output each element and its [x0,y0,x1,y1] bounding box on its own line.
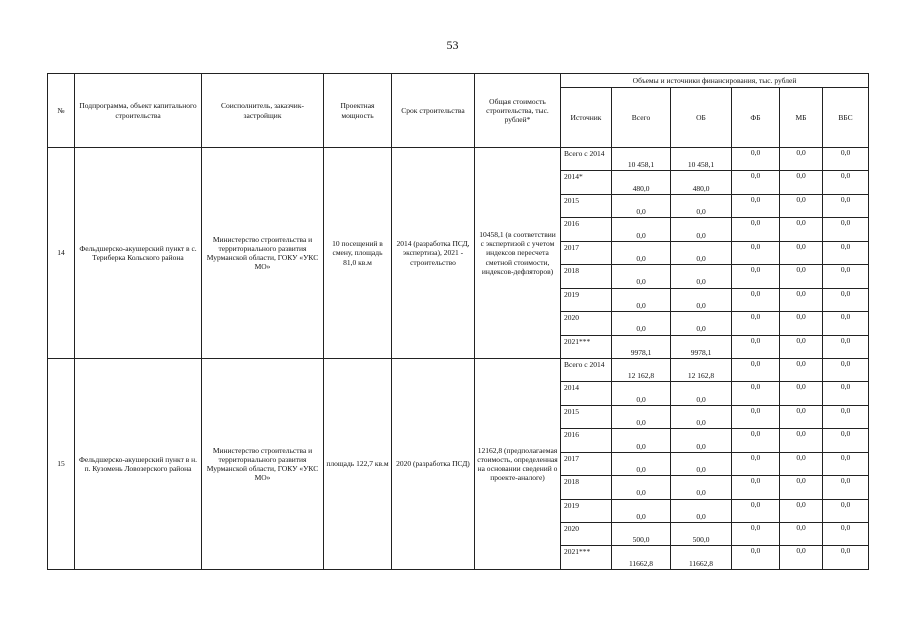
header-total-cost: Общая стоимость строительства, тыс. рублей* [475,74,561,148]
row-mb: 0,0 [780,499,823,522]
row-fb: 0,0 [732,218,780,241]
row-source: Всего с 2014 [561,148,612,171]
row-total: 0,0 [612,265,671,288]
row-fb: 0,0 [732,312,780,335]
header-coexecutor: Соисполнитель, заказчик-застройщик [202,74,324,148]
header-fb: ФБ [732,88,780,148]
row-vbs: 0,0 [823,241,869,264]
row-fb: 0,0 [732,382,780,405]
row-mb: 0,0 [780,335,823,358]
row-ob: 9978,1 [671,335,732,358]
row-ob: 0,0 [671,452,732,475]
row-fb: 0,0 [732,194,780,217]
object-coexecutor: Министерство строительства и территориального развития Мурманской области, ГОКУ «УКС МО» [202,148,324,359]
object-capacity: 10 посещений в смену, площадь 81,0 кв.м [324,148,392,359]
header-subprogram: Подпрограмма, объект капитального строительства [75,74,202,148]
header-source: Источник [561,88,612,148]
row-total: 0,0 [612,382,671,405]
row-source: 2020 [561,312,612,335]
row-source: 2019 [561,499,612,522]
row-vbs: 0,0 [823,499,869,522]
row-ob: 0,0 [671,218,732,241]
row-fb: 0,0 [732,335,780,358]
row-total: 480,0 [612,171,671,194]
row-mb: 0,0 [780,546,823,570]
row-ob: 11662,8 [671,546,732,570]
row-ob: 12 162,8 [671,358,732,381]
row-mb: 0,0 [780,194,823,217]
object-term: 2020 (разработка ПСД) [392,358,475,569]
row-vbs: 0,0 [823,335,869,358]
object-num: 15 [48,358,75,569]
object-total-cost: 10458,1 (в соответствии с экспертизой с учетом индексов пересчета сметной стоимости, индексов-дефляторов) [475,148,561,359]
row-ob: 0,0 [671,476,732,499]
row-vbs: 0,0 [823,405,869,428]
row-total: 0,0 [612,429,671,452]
header-total: Всего [612,88,671,148]
row-fb: 0,0 [732,288,780,311]
table-body [48,148,869,570]
row-total: 0,0 [612,452,671,475]
row-mb: 0,0 [780,288,823,311]
row-mb: 0,0 [780,265,823,288]
row-total: 500,0 [612,523,671,546]
row-ob: 0,0 [671,382,732,405]
row-source: 2021*** [561,335,612,358]
row-total: 12 162,8 [612,358,671,381]
table-row [48,148,869,171]
row-mb: 0,0 [780,476,823,499]
object-capacity: площадь 122,7 кв.м [324,358,392,569]
row-mb: 0,0 [780,429,823,452]
table-row [48,358,869,381]
row-total: 10 458,1 [612,148,671,171]
header-num: № [48,74,75,148]
row-fb: 0,0 [732,523,780,546]
row-total: 0,0 [612,194,671,217]
row-ob: 0,0 [671,241,732,264]
row-total: 11662,8 [612,546,671,570]
row-total: 0,0 [612,499,671,522]
row-total: 9978,1 [612,335,671,358]
row-vbs: 0,0 [823,523,869,546]
page-number: 53 [446,38,459,52]
header-ob: ОБ [671,88,732,148]
header-vbs: ВБС [823,88,869,148]
row-mb: 0,0 [780,523,823,546]
row-source: 2014* [561,171,612,194]
row-source: 2020 [561,523,612,546]
row-mb: 0,0 [780,405,823,428]
row-source: 2016 [561,218,612,241]
row-source: 2017 [561,452,612,475]
row-total: 0,0 [612,312,671,335]
row-vbs: 0,0 [823,476,869,499]
row-ob: 0,0 [671,265,732,288]
row-ob: 0,0 [671,429,732,452]
row-fb: 0,0 [732,241,780,264]
row-total: 0,0 [612,241,671,264]
row-fb: 0,0 [732,148,780,171]
row-fb: 0,0 [732,429,780,452]
row-vbs: 0,0 [823,546,869,570]
row-mb: 0,0 [780,148,823,171]
object-term: 2014 (разработка ПСД, экспертиза), 2021 - строительство [392,148,475,359]
row-fb: 0,0 [732,171,780,194]
header-financing-group: Объемы и источники финансирования, тыс. рублей [561,74,869,88]
row-ob: 480,0 [671,171,732,194]
row-fb: 0,0 [732,452,780,475]
row-mb: 0,0 [780,312,823,335]
row-total: 0,0 [612,476,671,499]
row-source: 2015 [561,194,612,217]
row-source: Всего с 2014 [561,358,612,381]
row-vbs: 0,0 [823,429,869,452]
financing-table [47,73,869,570]
row-mb: 0,0 [780,452,823,475]
header-term: Срок строительства [392,74,475,148]
row-mb: 0,0 [780,358,823,381]
row-ob: 0,0 [671,499,732,522]
row-vbs: 0,0 [823,452,869,475]
row-source: 2018 [561,265,612,288]
row-total: 0,0 [612,288,671,311]
row-ob: 0,0 [671,288,732,311]
row-ob: 10 458,1 [671,148,732,171]
row-fb: 0,0 [732,358,780,381]
header-mb: МБ [780,88,823,148]
row-mb: 0,0 [780,171,823,194]
row-ob: 500,0 [671,523,732,546]
row-vbs: 0,0 [823,382,869,405]
row-source: 2016 [561,429,612,452]
row-ob: 0,0 [671,312,732,335]
object-coexecutor: Министерство строительства и территориального развития Мурманской области, ГОКУ «УКС МО» [202,358,324,569]
row-mb: 0,0 [780,382,823,405]
object-name: Фельдшерско-акушерский пункт в н. п. Кузомень Ловозерского района [75,358,202,569]
row-fb: 0,0 [732,265,780,288]
row-vbs: 0,0 [823,358,869,381]
row-vbs: 0,0 [823,194,869,217]
row-source: 2015 [561,405,612,428]
row-fb: 0,0 [732,476,780,499]
row-ob: 0,0 [671,194,732,217]
row-mb: 0,0 [780,241,823,264]
row-source: 2018 [561,476,612,499]
row-source: 2017 [561,241,612,264]
object-num: 14 [48,148,75,359]
row-fb: 0,0 [732,405,780,428]
object-name: Фельдшерско-акушерский пункт в с. Териберка Кольского района [75,148,202,359]
row-vbs: 0,0 [823,288,869,311]
row-vbs: 0,0 [823,171,869,194]
row-mb: 0,0 [780,218,823,241]
row-fb: 0,0 [732,546,780,570]
row-fb: 0,0 [732,499,780,522]
row-ob: 0,0 [671,405,732,428]
row-vbs: 0,0 [823,148,869,171]
object-total-cost: 12162,8 (предполагаемая стоимость, определенная на основании сведений о проекте-аналоге) [475,358,561,569]
row-source: 2014 [561,382,612,405]
row-vbs: 0,0 [823,312,869,335]
row-total: 0,0 [612,405,671,428]
row-source: 2019 [561,288,612,311]
row-source: 2021*** [561,546,612,570]
row-vbs: 0,0 [823,265,869,288]
row-vbs: 0,0 [823,218,869,241]
row-total: 0,0 [612,218,671,241]
header-capacity: Проектная мощность [324,74,392,148]
